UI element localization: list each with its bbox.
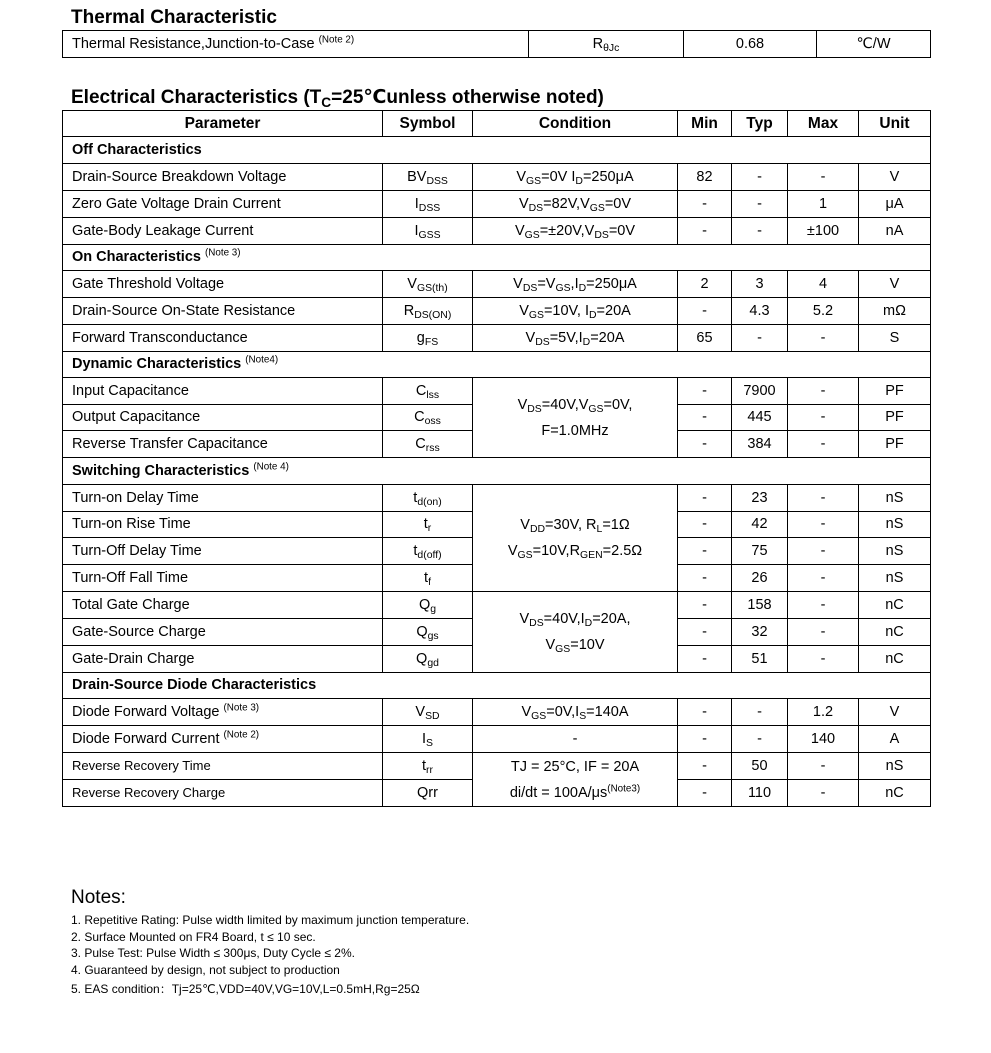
note-item: 5. EAS condition：Tj=25℃,VDD=40V,VG=10V,L=0.5mH,Rg=25Ω: [71, 982, 420, 996]
unit-cell: V: [859, 271, 931, 298]
max-cell: -: [788, 378, 859, 405]
condition-cell: TJ = 25°C, IF = 20A $di/dt = 100A/\mu s^{(Note3)}$: [473, 753, 678, 807]
table-row: [63, 325, 931, 352]
symbol-cell: [383, 726, 473, 753]
header-min: Min: [678, 111, 732, 137]
symbol-cell: [383, 753, 473, 780]
typ-cell: 158: [732, 592, 788, 619]
max-cell: -: [788, 325, 859, 352]
min-cell: -: [678, 538, 732, 565]
symbol-sub: r: [427, 523, 432, 535]
max-cell: -: [788, 485, 859, 512]
symbol-main: R: [403, 302, 415, 319]
symbol-main: BV: [407, 168, 427, 185]
symbol-sub: d(off): [417, 549, 442, 561]
param-cell: Gate-Drain Charge: [63, 646, 383, 673]
condition-cell: $V_{GS}=10V$, $I_D=20A$: [473, 298, 678, 325]
typ-cell: 32: [732, 619, 788, 646]
typ-cell: 445: [732, 405, 788, 431]
unit-cell: nS: [859, 753, 931, 780]
table-row: [63, 726, 931, 753]
symbol-main: V: [407, 275, 417, 292]
param-cell: Zero Gate Voltage Drain Current: [63, 191, 383, 218]
param-cell: Gate-Source Charge: [63, 619, 383, 646]
section-row: [63, 137, 931, 164]
min-cell: -: [678, 485, 732, 512]
condition-cell: $V_{DS}=40V,I_D=20A$, $V_{GS}=10V$: [473, 592, 678, 673]
header-unit: Unit: [859, 111, 931, 137]
notes-title: Notes:: [71, 887, 126, 908]
note-ref: (Note 2): [223, 729, 260, 741]
header-parameter: Parameter: [63, 111, 383, 137]
typ-cell: 7900: [732, 378, 788, 405]
min-cell: -: [678, 780, 732, 807]
symbol-sub: FS: [424, 336, 439, 348]
symbol-cell: [383, 218, 473, 245]
min-cell: -: [678, 726, 732, 753]
min-cell: -: [678, 646, 732, 673]
param-text: Diode Forward Voltage: [72, 703, 220, 720]
condition-cell: $V_{DD}=30V$, $R_L=1\Omega$ $V_{GS}=10V,R_{GEN}=2.5\Omega$: [473, 485, 678, 592]
max-cell: ±100: [788, 218, 859, 245]
section-row: [63, 458, 931, 485]
min-cell: -: [678, 699, 732, 726]
title-part: =25℃unless otherwise noted): [331, 87, 604, 108]
symbol-sub: DSS: [426, 175, 448, 187]
param-cell: [63, 726, 383, 753]
param-cell: Gate-Body Leakage Current: [63, 218, 383, 245]
section-label: Dynamic Characteristics: [72, 356, 242, 373]
condition-cell: $V_{GS}=\pm 20V,V_{DS}=0V$: [473, 218, 678, 245]
title-part: Electrical Characteristics (T: [71, 87, 322, 108]
symbol-main: C: [415, 435, 426, 452]
table-row: [63, 191, 931, 218]
symbol-cell: [383, 485, 473, 512]
value-cell: 0.68: [684, 31, 817, 58]
typ-cell: 3: [732, 271, 788, 298]
min-cell: -: [678, 431, 732, 458]
symbol-cell: [383, 325, 473, 352]
unit-cell: nC: [859, 592, 931, 619]
symbol-sub: rss: [425, 442, 440, 454]
unit-cell: PF: [859, 431, 931, 458]
symbol-sub: gd: [427, 657, 439, 669]
param-cell: Turn-Off Fall Time: [63, 565, 383, 592]
max-cell: -: [788, 405, 859, 431]
unit-cell: nA: [859, 218, 931, 245]
header-condition: Condition: [473, 111, 678, 137]
symbol-cell: [383, 164, 473, 191]
symbol-sub: GS(th): [416, 282, 448, 294]
min-cell: -: [678, 378, 732, 405]
symbol-main: t: [413, 489, 418, 506]
symbol-main: I: [422, 730, 427, 747]
min-cell: 2: [678, 271, 732, 298]
symbol-main: C: [415, 382, 427, 399]
symbol-sub: f: [428, 576, 431, 588]
section-title: [63, 245, 931, 271]
param-text: Diode Forward Current: [72, 730, 220, 747]
symbol-cell: [383, 378, 473, 405]
condition-cell: $V_{GS}=0V$ $I_D=250\mu A$: [473, 164, 678, 191]
section-row: [63, 245, 931, 271]
param-cell: Drain-Source On-State Resistance: [63, 298, 383, 325]
min-cell: -: [678, 619, 732, 646]
symbol-cell: Qrr: [383, 780, 473, 807]
symbol-cell: [383, 646, 473, 673]
symbol-sub: DS(ON): [414, 309, 452, 321]
section-label: On Characteristics: [72, 249, 201, 266]
note-ref: (Note4): [245, 354, 279, 366]
param-cell: Turn-on Delay Time: [63, 485, 383, 512]
symbol-sub: SD: [425, 710, 440, 722]
condition-cell: $V_{DS}=5V,I_D=20A$: [473, 325, 678, 352]
note-item: 4. Guaranteed by design, not subject to production: [71, 963, 340, 977]
section-title: [63, 352, 931, 378]
section-title: [63, 458, 931, 485]
param-cell: Gate Threshold Voltage: [63, 271, 383, 298]
unit-cell: A: [859, 726, 931, 753]
symbol-sub: GSS: [418, 229, 441, 241]
condition-cell: $V_{DS}=40V,V_{GS}=0V$, F=1.0MHz: [473, 378, 678, 458]
symbol-cell: [383, 699, 473, 726]
unit-cell: nC: [859, 619, 931, 646]
symbol-main: t: [413, 542, 418, 559]
header-row: [63, 111, 931, 137]
param-cell: Turn-Off Delay Time: [63, 538, 383, 565]
param-cell: Reverse Recovery Time: [63, 753, 383, 780]
unit-cell: nS: [859, 485, 931, 512]
symbol-cell: [383, 431, 473, 458]
min-cell: -: [678, 753, 732, 780]
param-cell: [63, 699, 383, 726]
min-cell: -: [678, 405, 732, 431]
param-cell: Reverse Transfer Capacitance: [63, 431, 383, 458]
unit-cell: mΩ: [859, 298, 931, 325]
symbol-sub: oss: [424, 416, 441, 428]
table-row: [63, 298, 931, 325]
max-cell: -: [788, 512, 859, 538]
electrical-table: [62, 110, 931, 807]
section-title: [63, 137, 931, 164]
symbol-cell: [383, 538, 473, 565]
unit-cell: nC: [859, 780, 931, 807]
param-cell: Output Capacitance: [63, 405, 383, 431]
max-cell: -: [788, 780, 859, 807]
condition-cell: -: [473, 726, 678, 753]
param-cell: Input Capacitance: [63, 378, 383, 405]
typ-cell: 75: [732, 538, 788, 565]
typ-cell: 384: [732, 431, 788, 458]
symbol-main: I: [414, 222, 419, 239]
condition-cell: $V_{DS}=V_{GS},I_D=250\mu A$: [473, 271, 678, 298]
header-typ: Typ: [732, 111, 788, 137]
typ-cell: -: [732, 218, 788, 245]
symbol-sub: rr: [426, 764, 433, 776]
header-symbol: Symbol: [383, 111, 473, 137]
min-cell: -: [678, 298, 732, 325]
min-cell: 65: [678, 325, 732, 352]
section-label: Drain-Source Diode Characteristics: [72, 677, 317, 694]
typ-cell: 110: [732, 780, 788, 807]
typ-cell: 4.3: [732, 298, 788, 325]
unit-cell: nC: [859, 646, 931, 673]
table-row: [63, 164, 931, 191]
min-cell: -: [678, 191, 732, 218]
unit-cell: nS: [859, 512, 931, 538]
note-item: 1. Repetitive Rating: Pulse width limited by maximum junction temperature.: [71, 913, 470, 927]
section-row: [63, 352, 931, 378]
thermal-table: [62, 30, 931, 58]
unit-cell: μA: [859, 191, 931, 218]
section-label: Switching Characteristics: [72, 462, 250, 479]
max-cell: -: [788, 164, 859, 191]
symbol-main: I: [414, 195, 419, 212]
param-cell: Total Gate Charge: [63, 592, 383, 619]
typ-cell: -: [732, 325, 788, 352]
title-sub: C: [321, 94, 332, 110]
table-row: [63, 699, 931, 726]
note-ref: (Note 4): [253, 461, 289, 473]
condition-cell: $V_{DS}=82V,V_{GS}=0V$: [473, 191, 678, 218]
param-cell: Turn-on Rise Time: [63, 512, 383, 538]
symbol-cell: [383, 565, 473, 592]
note-ref: (Note 3): [204, 247, 241, 259]
symbol-cell: [383, 271, 473, 298]
typ-cell: 51: [732, 646, 788, 673]
condition-cell: $V_{GS}=0V,I_S=140A$: [473, 699, 678, 726]
typ-cell: -: [732, 191, 788, 218]
symbol-sub: lss: [426, 389, 440, 401]
table-row: [63, 271, 931, 298]
param-cell: [63, 31, 529, 58]
electrical-title: [71, 86, 604, 109]
symbol-cell: [383, 619, 473, 646]
typ-cell: 26: [732, 565, 788, 592]
symbol-main: t: [423, 516, 428, 533]
min-cell: -: [678, 592, 732, 619]
symbol-main: Q: [418, 596, 431, 613]
section-row: [63, 673, 931, 699]
min-cell: -: [678, 565, 732, 592]
max-cell: 1: [788, 191, 859, 218]
unit-cell: ℃/W: [817, 31, 931, 58]
symbol-main: R: [592, 35, 604, 52]
symbol-main: g: [416, 329, 425, 346]
max-cell: -: [788, 431, 859, 458]
max-cell: -: [788, 538, 859, 565]
symbol-sub: DSS: [418, 202, 441, 214]
unit-cell: PF: [859, 378, 931, 405]
param-cell: Drain-Source Breakdown Voltage: [63, 164, 383, 191]
typ-cell: -: [732, 726, 788, 753]
max-cell: 4: [788, 271, 859, 298]
table-row: [63, 592, 931, 619]
unit-cell: S: [859, 325, 931, 352]
typ-cell: 23: [732, 485, 788, 512]
thermal-title: Thermal Characteristic: [71, 7, 277, 28]
max-cell: -: [788, 646, 859, 673]
symbol-sub: gs: [427, 630, 439, 642]
table-row: [63, 218, 931, 245]
symbol-cell: [529, 31, 684, 58]
note-ref: (Note 2): [318, 34, 355, 46]
max-cell: -: [788, 565, 859, 592]
thermal-row: [63, 31, 931, 58]
symbol-sub: S: [426, 737, 433, 749]
max-cell: 1.2: [788, 699, 859, 726]
table-row: [63, 485, 931, 512]
typ-cell: -: [732, 699, 788, 726]
symbol-main: t: [422, 757, 427, 774]
symbol-cell: [383, 405, 473, 431]
max-cell: -: [788, 592, 859, 619]
param-text: Thermal Resistance,Junction-to-Case: [72, 35, 315, 52]
symbol-main: Q: [416, 650, 428, 667]
unit-cell: V: [859, 164, 931, 191]
table-row: [63, 753, 931, 780]
symbol-main: C: [414, 409, 425, 426]
unit-cell: nS: [859, 565, 931, 592]
symbol-main: Q: [416, 623, 428, 640]
max-cell: -: [788, 619, 859, 646]
unit-cell: PF: [859, 405, 931, 431]
symbol-sub: d(on): [417, 496, 442, 508]
param-cell: Reverse Recovery Charge: [63, 780, 383, 807]
note-ref: (Note 3): [223, 702, 260, 714]
typ-cell: -: [732, 164, 788, 191]
symbol-sub: θJc: [603, 42, 620, 54]
symbol-cell: [383, 512, 473, 538]
max-cell: 5.2: [788, 298, 859, 325]
param-cell: Forward Transconductance: [63, 325, 383, 352]
typ-cell: 50: [732, 753, 788, 780]
symbol-cell: [383, 298, 473, 325]
header-max: Max: [788, 111, 859, 137]
table-row: [63, 378, 931, 405]
min-cell: 82: [678, 164, 732, 191]
min-cell: -: [678, 512, 732, 538]
note-item: 3. Pulse Test: Pulse Width ≤ 300μs, Duty Cycle ≤ 2%.: [71, 946, 355, 960]
symbol-main: t: [424, 569, 429, 586]
symbol-sub: g: [430, 603, 437, 615]
min-cell: -: [678, 218, 732, 245]
symbol-cell: [383, 592, 473, 619]
unit-cell: V: [859, 699, 931, 726]
note-item: 2. Surface Mounted on FR4 Board, t ≤ 10 sec.: [71, 930, 316, 944]
symbol-cell: [383, 191, 473, 218]
section-title: [63, 673, 931, 699]
max-cell: -: [788, 753, 859, 780]
max-cell: 140: [788, 726, 859, 753]
unit-cell: nS: [859, 538, 931, 565]
typ-cell: 42: [732, 512, 788, 538]
symbol-main: V: [415, 703, 426, 720]
section-label: Off Characteristics: [72, 141, 202, 158]
